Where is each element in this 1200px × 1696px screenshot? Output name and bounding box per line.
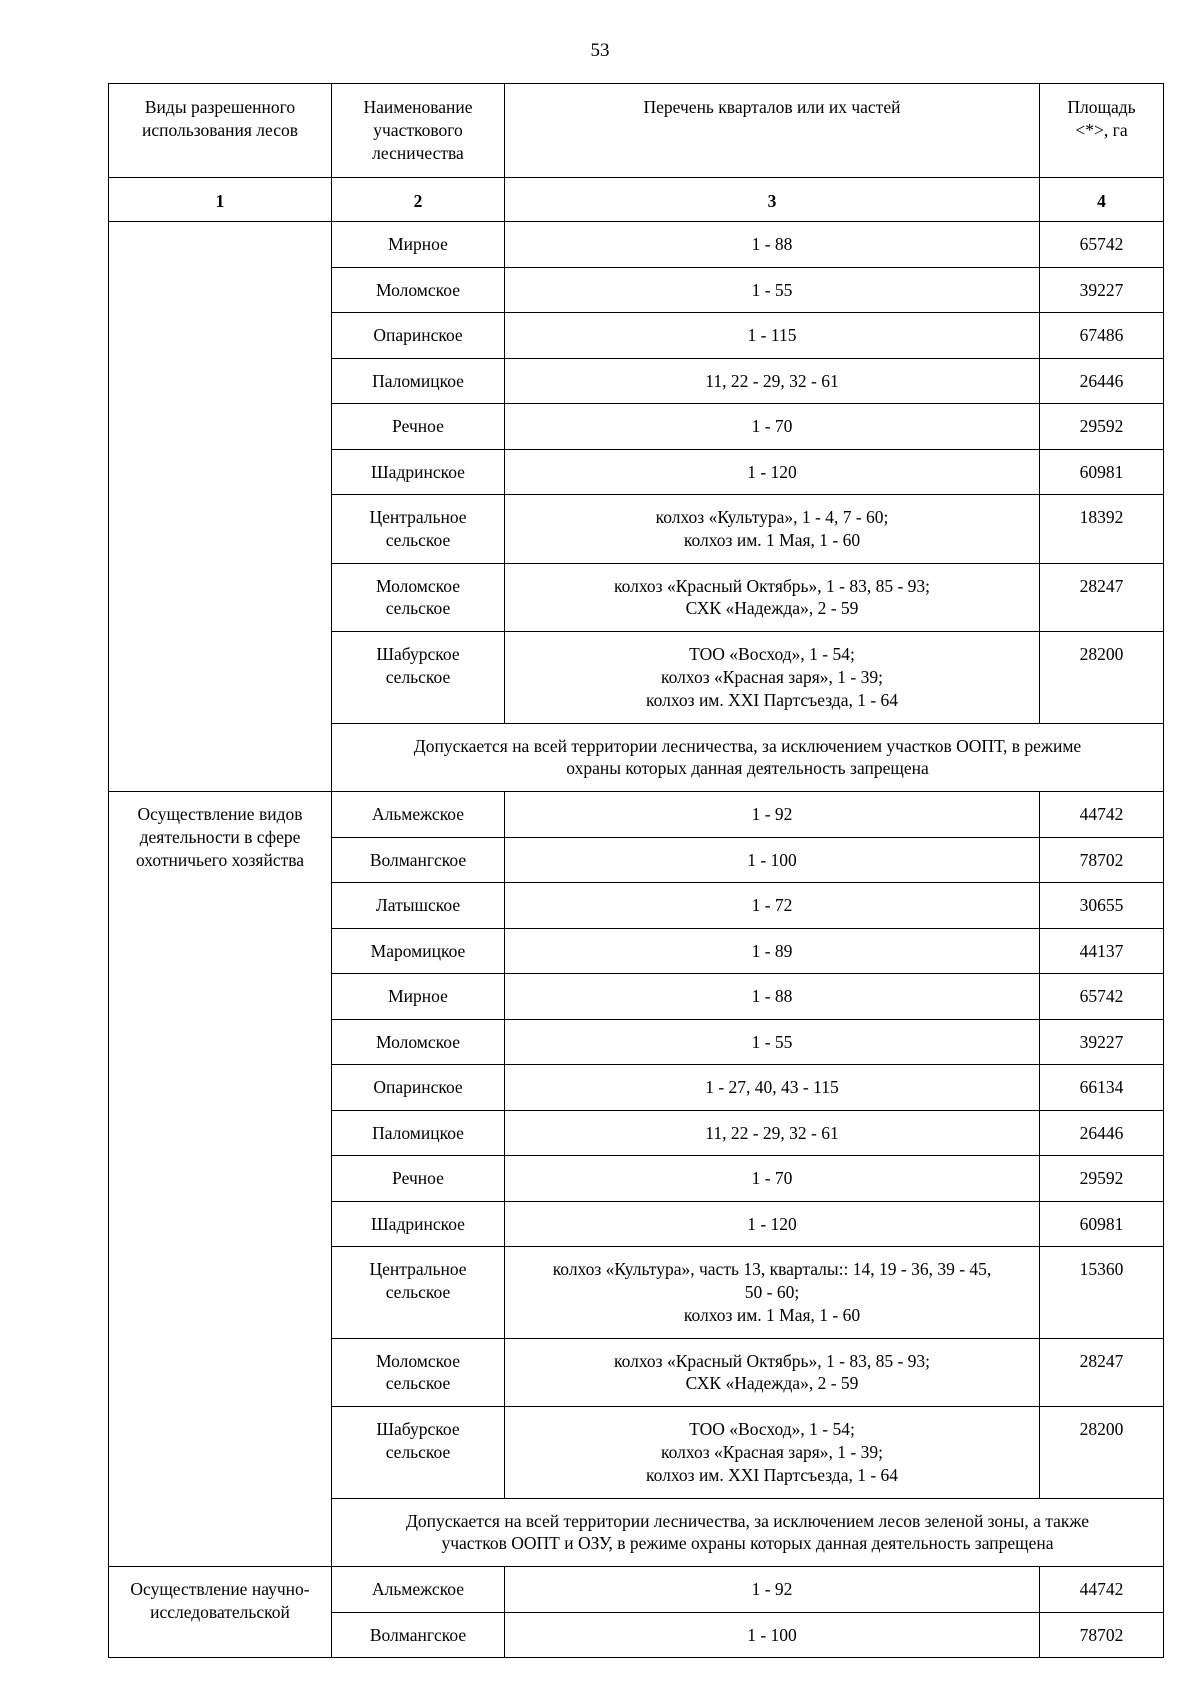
forestry-name: Альмежское	[332, 1567, 505, 1613]
quarters-list: 11, 22 - 29, 32 - 61	[505, 1110, 1040, 1156]
forestry-name: Шадринское	[332, 1201, 505, 1247]
header-area: Площадь <*>, га	[1040, 84, 1164, 178]
column-number: 2	[332, 178, 505, 222]
area-value: 78702	[1040, 837, 1164, 883]
forestry-name: Волмангское	[332, 837, 505, 883]
quarters-list: 1 - 92	[505, 1567, 1040, 1613]
forestry-name: Речное	[332, 1156, 505, 1202]
quarters-list: 1 - 88	[505, 222, 1040, 268]
quarters-list: колхоз «Культура», 1 - 4, 7 - 60; колхоз им. 1 Мая, 1 - 60	[505, 495, 1040, 564]
forestry-name: Шадринское	[332, 449, 505, 495]
forest-use-table	[108, 83, 1164, 1658]
area-value: 65742	[1040, 974, 1164, 1020]
forestry-name: Опаринское	[332, 1065, 505, 1111]
group-note: Допускается на всей территории лесничества, за исключением лесов зеленой зоны, а также участков ООПТ и ОЗУ, в режиме охраны которых данная деятельность запрещена	[332, 1498, 1164, 1567]
quarters-list: 1 - 89	[505, 928, 1040, 974]
area-value: 29592	[1040, 1156, 1164, 1202]
forestry-name: Опаринское	[332, 313, 505, 359]
quarters-list: колхоз «Красный Октябрь», 1 - 83, 85 - 93; СХК «Надежда», 2 - 59	[505, 1338, 1040, 1407]
quarters-list: 11, 22 - 29, 32 - 61	[505, 358, 1040, 404]
quarters-list: 1 - 70	[505, 1156, 1040, 1202]
area-value: 44742	[1040, 792, 1164, 838]
page-number: 53	[590, 40, 610, 61]
header-use-kind: Виды разрешенного использования лесов	[109, 84, 332, 178]
forestry-name: Моломское	[332, 267, 505, 313]
area-value: 44137	[1040, 928, 1164, 974]
area-value: 28247	[1040, 563, 1164, 632]
quarters-list: колхоз «Красный Октябрь», 1 - 83, 85 - 93; СХК «Надежда», 2 - 59	[505, 563, 1040, 632]
use-kind-cell: Осуществление видов деятельности в сфере охотничьего хозяйства	[109, 792, 332, 1567]
use-kind-cell	[109, 222, 332, 792]
column-numbers-row	[109, 178, 1164, 222]
table-header-row	[109, 84, 1164, 178]
header-forestry-name: Наименование участкового лесничества	[332, 84, 505, 178]
group-note: Допускается на всей территории лесничества, за исключением участков ООПТ, в режиме охраны которых данная деятельность запрещена	[332, 723, 1164, 792]
quarters-list: 1 - 115	[505, 313, 1040, 359]
forestry-name: Шабурское сельское	[332, 632, 505, 724]
area-value: 44742	[1040, 1567, 1164, 1613]
forestry-name: Моломское	[332, 1019, 505, 1065]
column-number: 3	[505, 178, 1040, 222]
forestry-name: Паломицкое	[332, 1110, 505, 1156]
quarters-list: 1 - 92	[505, 792, 1040, 838]
quarters-list: ТОО «Восход», 1 - 54; колхоз «Красная заря», 1 - 39; колхоз им. XXI Партсъезда, 1 - 64	[505, 1407, 1040, 1499]
quarters-list: 1 - 27, 40, 43 - 115	[505, 1065, 1040, 1111]
table-row	[109, 1567, 1164, 1613]
area-value: 39227	[1040, 267, 1164, 313]
quarters-list: 1 - 100	[505, 1612, 1040, 1658]
area-value: 26446	[1040, 358, 1164, 404]
area-value: 65742	[1040, 222, 1164, 268]
forestry-name: Мирное	[332, 974, 505, 1020]
column-number: 4	[1040, 178, 1164, 222]
quarters-list: ТОО «Восход», 1 - 54; колхоз «Красная заря», 1 - 39; колхоз им. XXI Партсъезда, 1 - 64	[505, 632, 1040, 724]
area-value: 30655	[1040, 883, 1164, 929]
area-value: 28200	[1040, 632, 1164, 724]
area-value: 66134	[1040, 1065, 1164, 1111]
area-value: 60981	[1040, 1201, 1164, 1247]
area-value: 15360	[1040, 1247, 1164, 1339]
quarters-list: 1 - 100	[505, 837, 1040, 883]
use-kind-cell: Осуществление научно- исследовательской	[109, 1567, 332, 1658]
header-quarters-list: Перечень кварталов или их частей	[505, 84, 1040, 178]
forestry-name: Альмежское	[332, 792, 505, 838]
quarters-list: 1 - 55	[505, 1019, 1040, 1065]
forestry-name: Речное	[332, 404, 505, 450]
area-value: 26446	[1040, 1110, 1164, 1156]
area-value: 78702	[1040, 1612, 1164, 1658]
area-value: 18392	[1040, 495, 1164, 564]
quarters-list: 1 - 120	[505, 449, 1040, 495]
quarters-list: 1 - 88	[505, 974, 1040, 1020]
forestry-name: Центральное сельское	[332, 495, 505, 564]
area-value: 28200	[1040, 1407, 1164, 1499]
area-value: 60981	[1040, 449, 1164, 495]
forestry-name: Шабурское сельское	[332, 1407, 505, 1499]
column-number: 1	[109, 178, 332, 222]
forestry-name: Маромицкое	[332, 928, 505, 974]
forestry-name: Латышское	[332, 883, 505, 929]
quarters-list: 1 - 70	[505, 404, 1040, 450]
forestry-name: Волмангское	[332, 1612, 505, 1658]
quarters-list: 1 - 120	[505, 1201, 1040, 1247]
area-value: 39227	[1040, 1019, 1164, 1065]
quarters-list: 1 - 72	[505, 883, 1040, 929]
forestry-name: Паломицкое	[332, 358, 505, 404]
forestry-name: Моломское сельское	[332, 563, 505, 632]
table-row	[109, 222, 1164, 268]
quarters-list: колхоз «Культура», часть 13, кварталы:: 14, 19 - 36, 39 - 45, 50 - 60; колхоз им. 1 Мая, 1 - 60	[505, 1247, 1040, 1339]
area-value: 29592	[1040, 404, 1164, 450]
forestry-name: Центральное сельское	[332, 1247, 505, 1339]
area-value: 28247	[1040, 1338, 1164, 1407]
area-value: 67486	[1040, 313, 1164, 359]
quarters-list: 1 - 55	[505, 267, 1040, 313]
table-row	[109, 792, 1164, 838]
forestry-name: Моломское сельское	[332, 1338, 505, 1407]
forestry-name: Мирное	[332, 222, 505, 268]
